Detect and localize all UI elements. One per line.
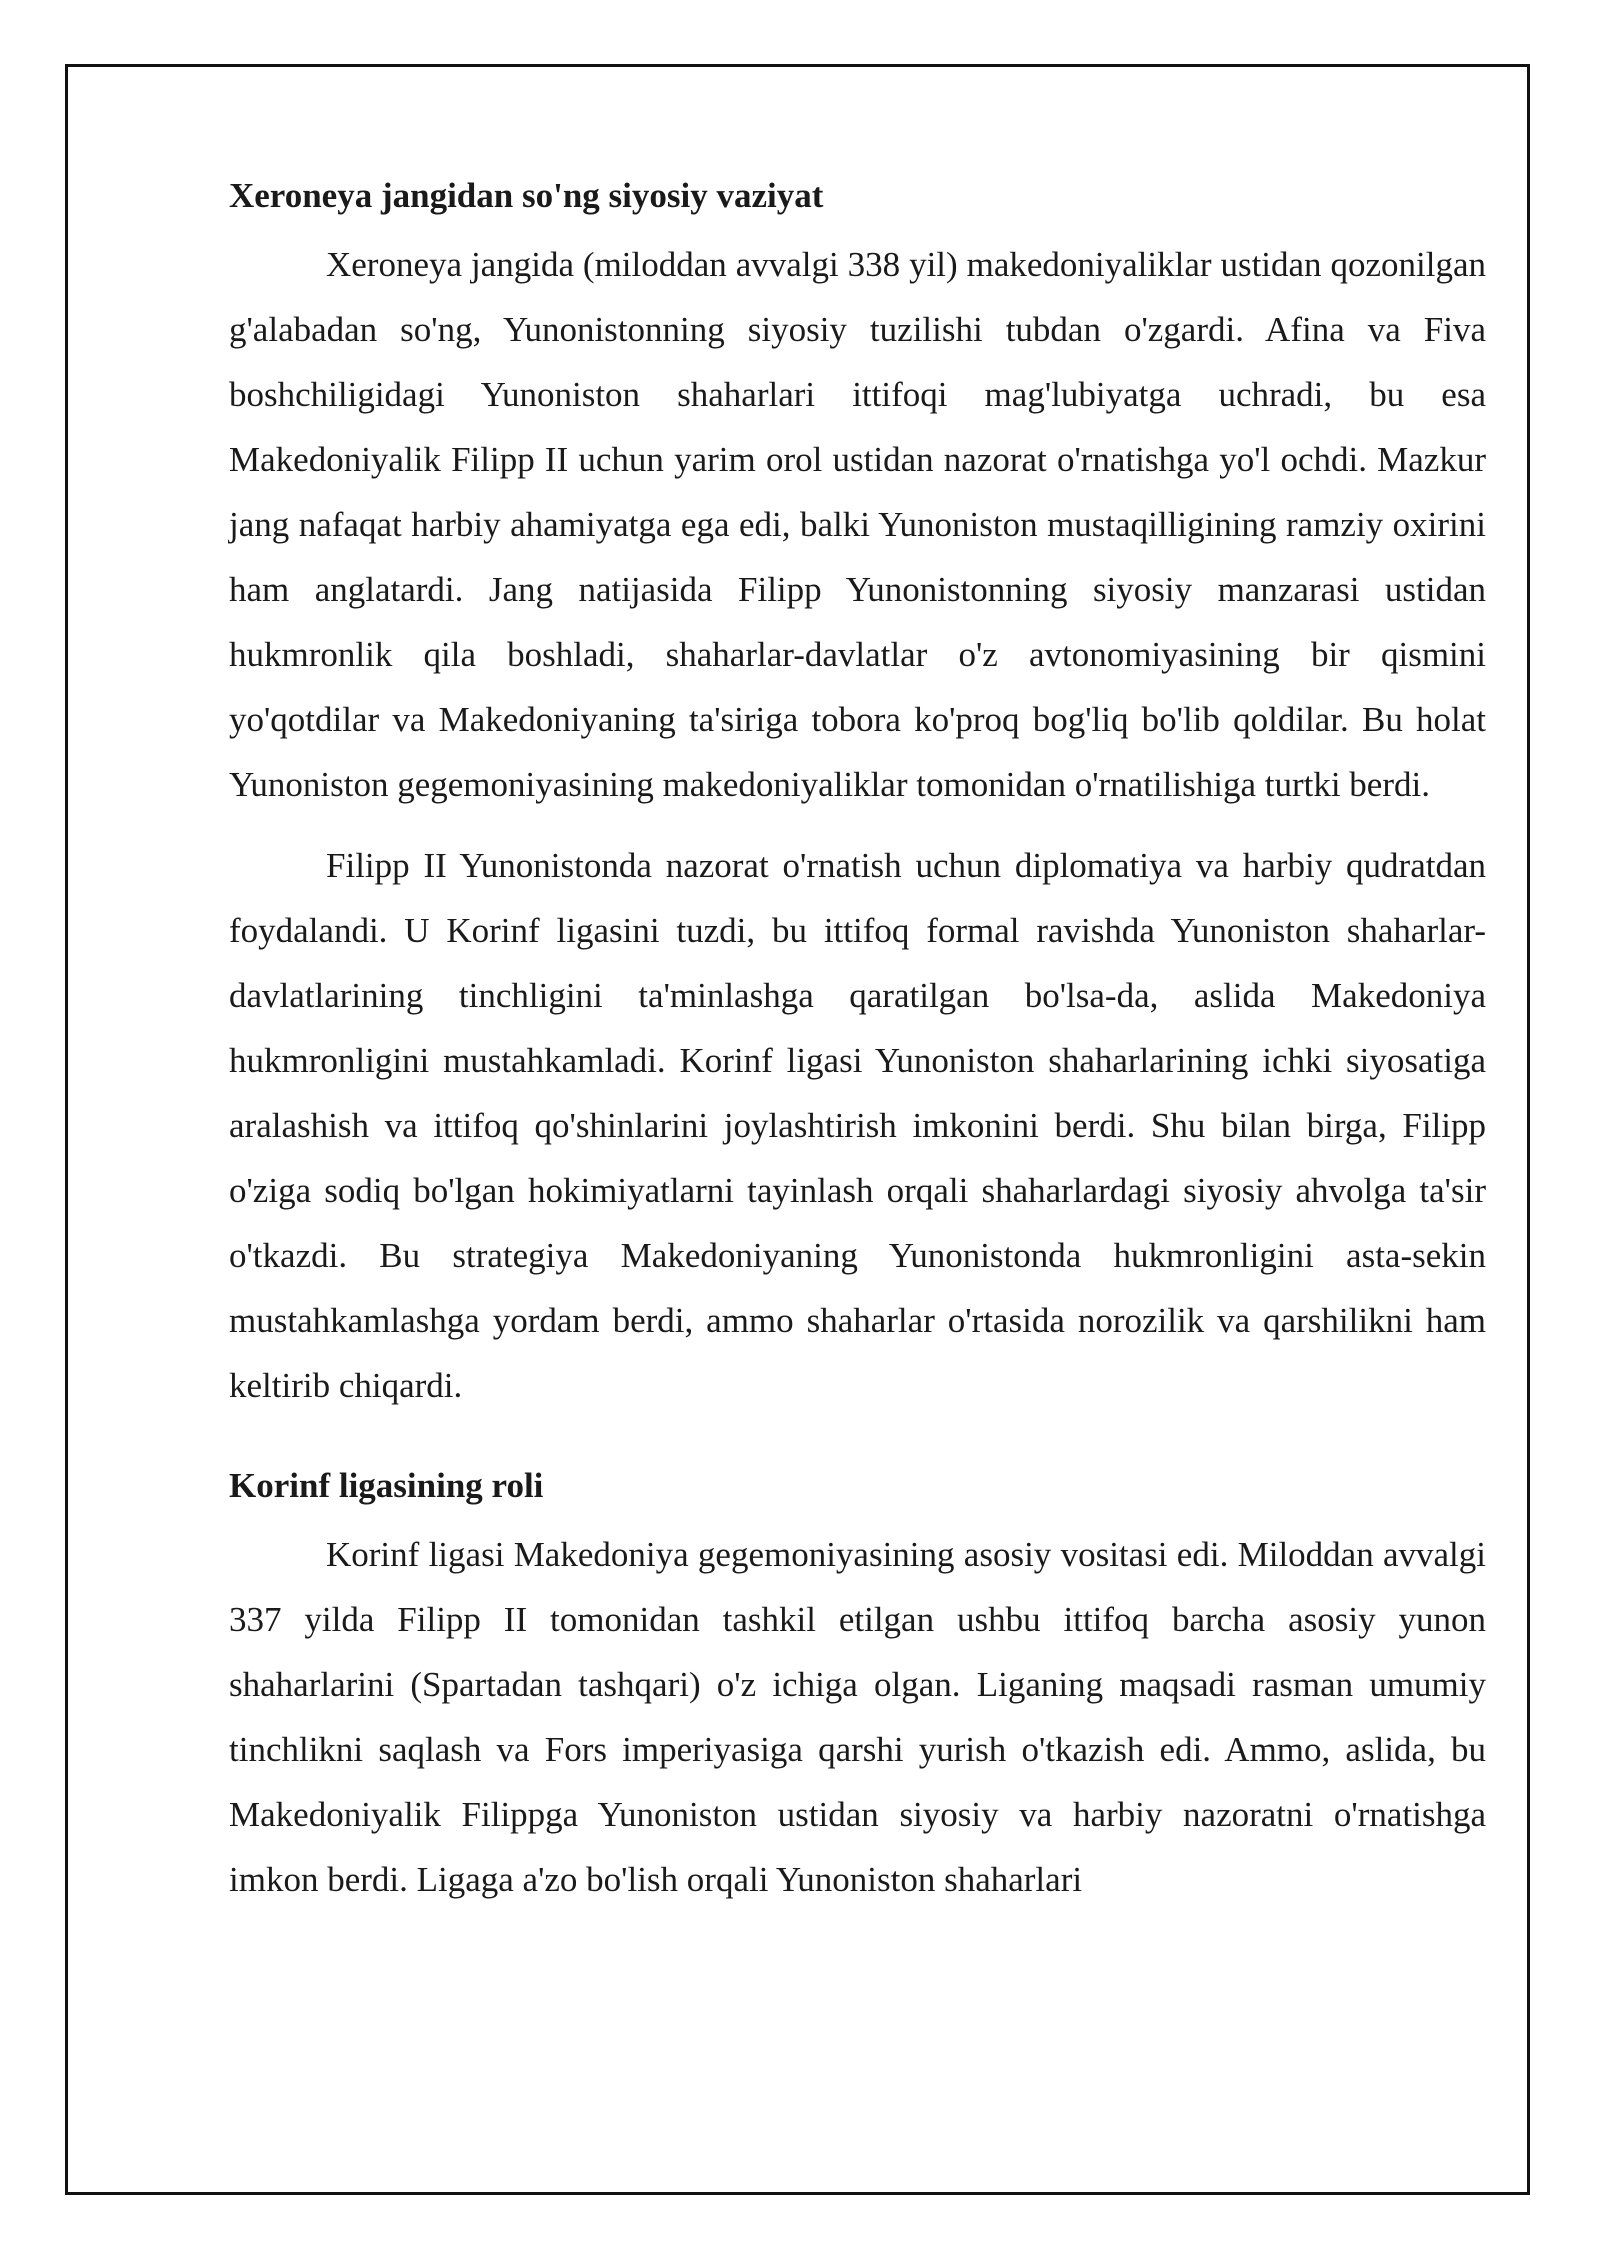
paragraph-corinth-league-1: Korinf ligasi Makedoniya gegemoniyasining asosiy vositasi edi. Miloddan avvalgi 337 yilda Filipp II tomonidan tashkil etilgan ushbu ittifoq barcha asosiy yunon shaharlarini (Spartadan tashqari) o'z ichiga olgan. Liganing maqsadi rasman umumiy tinchlikni saqlash va Fors imperiyasiga qarshi yurish o'tkazish edi. Ammo, aslida, bu Makedoniyalik Filippga Yunoniston ustidan siyosiy va harbiy nazoratni o'rnatishga imkon berdi. Ligaga a'zo bo'lish orqali Yunoniston shaharlari bbox=[229, 1535, 1486, 1899]
section-heading-corinth-league: Korinf ligasining roli bbox=[229, 1466, 544, 1505]
paragraph-political-situation-1: Xeroneya jangida (miloddan avvalgi 338 yil) makedoniyaliklar ustidan qozonilgan g'alabadan so'ng, Yunonistonning siyosiy tuzilishi tubdan o'zgardi. Afina va Fiva boshchiligidagi Yunoniston shaharlari ittifoqi mag'lubiyatga uchradi, bu esa Makedoniyalik Filipp II uchun yarim orol ustidan nazorat o'rnatishga yo'l ochdi. Mazkur jang nafaqat harbiy ahamiyatga ega edi, balki Yunoniston mustaqilligining ramziy oxirini ham anglatardi. Jang natijasida Filipp Yunonistonning siyosiy manzarasi ustidan hukmronlik qila boshladi, shaharlar-davlatlar o'z avtonomiyasining bir qismini yo'qotdilar va Makedoniyaning ta'siriga tobora ko'proq bog'liq bo'lib qoldilar. Bu holat Yunoniston gegemoniyasining makedoniyaliklar tomonidan o'rnatilishiga turtki berdi. bbox=[229, 245, 1486, 804]
paragraph-political-situation-2: Filipp II Yunonistonda nazorat o'rnatish uchun diplomatiya va harbiy qudratdan foydalandi. U Korinf ligasini tuzdi, bu ittifoq formal ravishda Yunoniston shaharlar-davlatlarining tinchligini ta'minlashga qaratilgan bo'lsa-da, aslida Makedoniya hukmronligini mustahkamladi. Korinf ligasi Yunoniston shaharlarining ichki siyosatiga aralashish va ittifoq qo'shinlarini joylashtirish imkonini berdi. Shu bilan birga, Filipp o'ziga sodiq bo'lgan hokimiyatlarni tayinlash orqali shaharlardagi siyosiy ahvolga ta'sir o'tkazdi. Bu strategiya Makedoniyaning Yunonistonda hukmronligini asta-sekin mustahkamlashga yordam berdi, ammo shaharlar o'rtasida norozilik va qarshilikni ham keltirib chiqardi. bbox=[229, 846, 1486, 1405]
section-heading-political-situation: Xeroneya jangidan so'ng siyosiy vaziyat bbox=[229, 176, 824, 215]
document-body bbox=[229, 170, 1486, 1928]
